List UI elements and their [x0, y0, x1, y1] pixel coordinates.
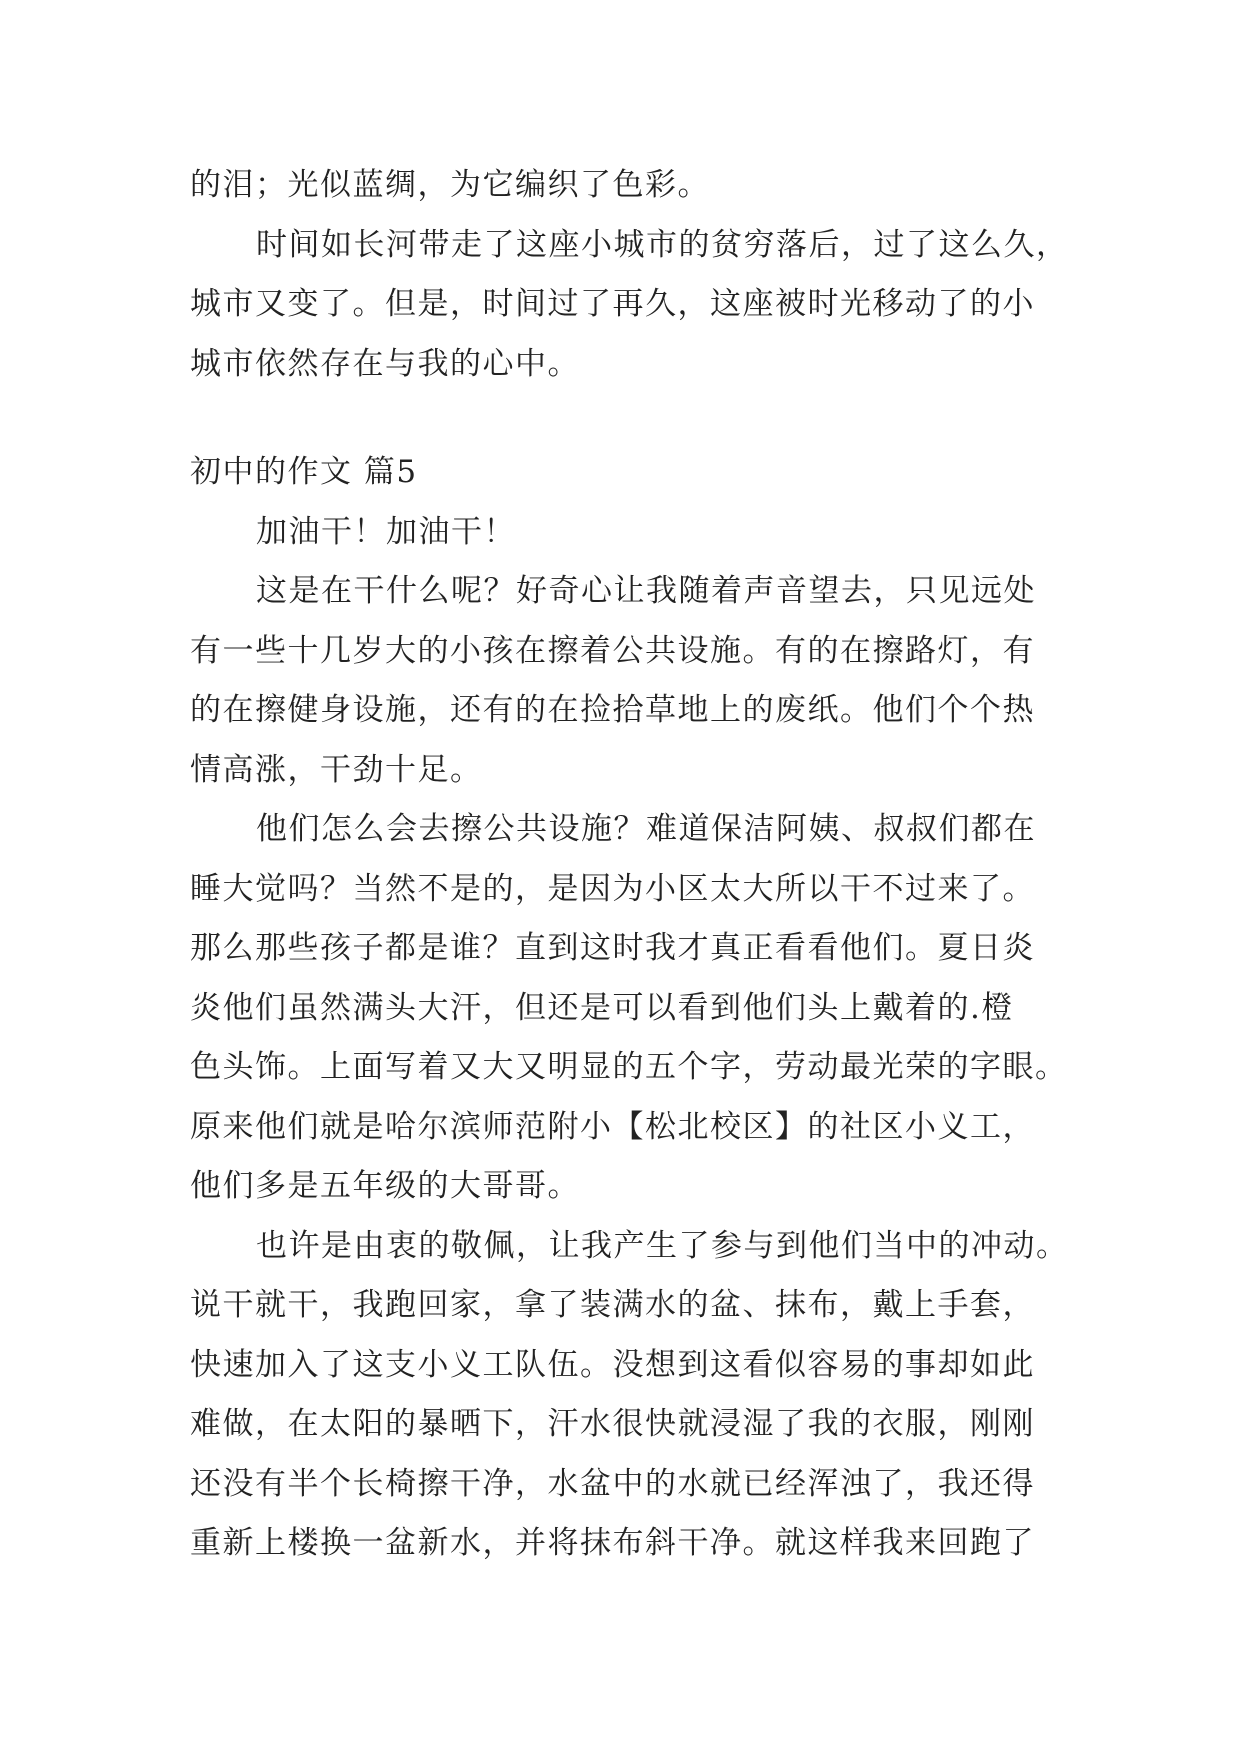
paragraph-line: 那么那些孩子都是谁？直到这时我才真正看看他们。夏日炎 [190, 930, 1035, 966]
paragraph-line: 有一些十几岁大的小孩在擦着公共设施。有的在擦路灯，有 [190, 632, 1035, 669]
paragraph-line: 原来他们就是哈尔滨师范附小【松北校区】的社区小义工， [190, 1108, 1035, 1145]
previous-essay-ending [190, 156, 1090, 394]
paragraph-line: 的泪；光似蓝绸，为它编织了色彩。 [190, 167, 710, 203]
paragraph-line: 难做，在太阳的暴晒下，汗水很快就浸湿了我的衣服，刚刚 [190, 1406, 1035, 1442]
paragraph-line: 快速加入了这支小义工队伍。没想到这看似容易的事却如此 [190, 1346, 1035, 1383]
paragraph-line: 他们多是五年级的大哥哥。 [190, 1168, 580, 1204]
paragraph-line: 时间如长河带走了这座小城市的贫穷落后，过了这么久， [256, 226, 1069, 263]
paragraph-line: 城市又变了。但是，时间过了再久，这座被时光移动了的小 [190, 286, 1035, 322]
paragraph-line: 还没有半个长椅擦干净，水盆中的水就已经浑浊了，我还得 [190, 1465, 1035, 1502]
essay-title: 初中的作文 篇5 [190, 454, 418, 490]
paragraph-line: 情高涨，干劲十足。 [190, 751, 483, 788]
paragraph-line: 说干就干，我跑回家，拿了装满水的盆、抹布，戴上手套， [190, 1287, 1035, 1323]
paragraph-line: 城市依然存在与我的心中。 [190, 345, 580, 382]
paragraph-line: 色头饰。上面写着又大又明显的五个字，劳动最光荣的字眼。 [190, 1049, 1068, 1085]
paragraph-line: 他们怎么会去擦公共设施？难道保洁阿姨、叔叔们都在 [256, 811, 1036, 847]
paragraph-line: 这是在干什么呢？好奇心让我随着声音望去，只见远处 [256, 573, 1036, 609]
paragraph-line: 的在擦健身设施，还有的在捡拾草地上的废纸。他们个个热 [190, 692, 1035, 728]
paragraph-line: 也许是由衷的敬佩，让我产生了参与到他们当中的冲动。 [256, 1227, 1069, 1264]
paragraph-line: 重新上楼换一盆新水，并将抹布斜干净。就这样我来回跑了 [190, 1525, 1035, 1561]
paragraph-line: 睡大觉吗？当然不是的，是因为小区太大所以干不过来了。 [190, 870, 1035, 907]
paragraph-line: 炎他们虽然满头大汗，但还是可以看到他们头上戴着的.橙 [190, 989, 1014, 1026]
paragraph-line: 加油干！加油干！ [256, 513, 516, 550]
essay-section [190, 443, 1090, 1574]
